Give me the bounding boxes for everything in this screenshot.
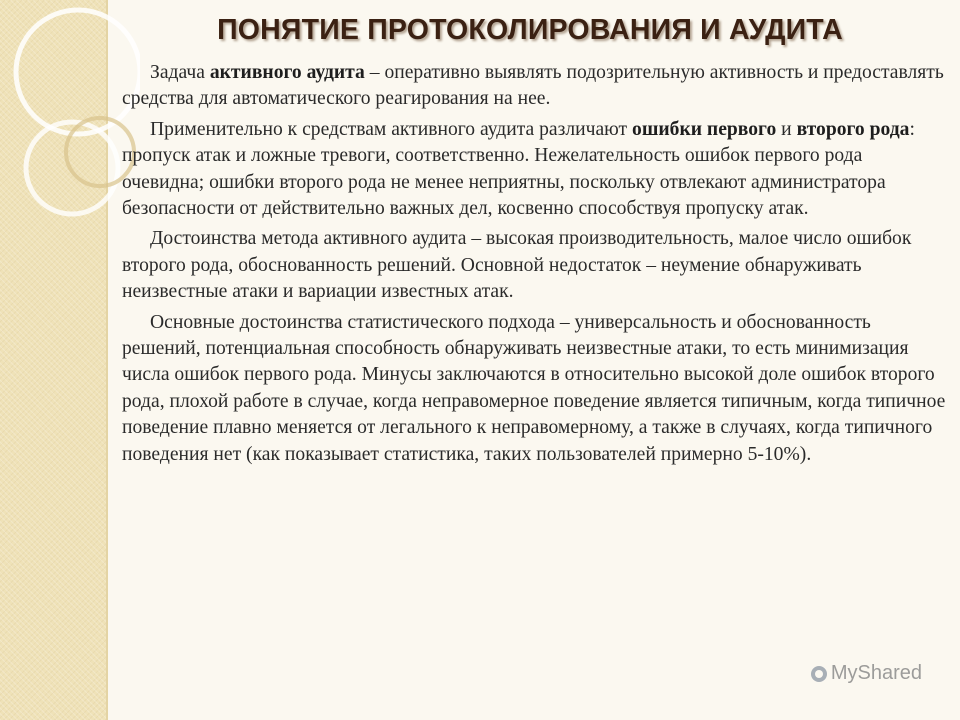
slide-title: ПОНЯТИЕ ПРОТОКОЛИРОВАНИЯ И АУДИТА — [217, 14, 843, 46]
paragraph-text: и — [776, 118, 797, 140]
emphasis-first-kind-errors: ошибки первого — [632, 118, 777, 140]
paragraph-text: Применительно к средствам активного аудита различают — [150, 118, 633, 140]
watermark-text: MyShared — [830, 662, 922, 684]
slide-body — [122, 60, 948, 472]
paragraph-error-types — [122, 117, 948, 223]
paragraph-text: : пропуск атак и ложные тревоги, соответственно. Нежелательность ошибок первого рода очевидна; ошибки второго рода не менее неприятны, поскольку отвлекают администратора безопасности от действительно важных дел, косвенно способствуя пропуску атак. — [122, 118, 915, 220]
watermark-logo-icon — [811, 666, 827, 682]
emphasis-second-kind: второго рода — [796, 118, 910, 140]
paragraph-active-audit-advantages: Достоинства метода активного аудита – высокая производительность, малое число ошибок второго рода, обоснованность решений. Основной недостаток – неумение обнаруживать неизвестные атаки и вариации известных атак. — [122, 228, 912, 303]
decorative-circles — [0, 0, 140, 260]
paragraph-text: Задача — [150, 62, 210, 83]
paragraph-active-audit-task — [122, 60, 948, 113]
watermark — [811, 662, 922, 685]
paragraph-statistical-approach: Основные достоинства статистического подхода – универсальность и обоснованность решений, потенциальная способность обнаруживать неизвестные атаки, то есть минимизация числа ошибок первого рода. Минусы заключаются в относительно высокой доле ошибок второго рода, плохой работе в случае, когда неправомерное поведение является типичным, когда типичное поведение плавно меняется от легального к неправомерному, а также в случаях, когда типичного поведения нет (как показывает статистика, таких пользователей примерно 5-10%). — [122, 311, 946, 465]
emphasis-active-audit: активного аудита — [209, 62, 365, 83]
paragraph-text: – оперативно выявлять подозрительную активность и предоставлять средства для автоматического реагирования на нее. — [122, 62, 944, 110]
